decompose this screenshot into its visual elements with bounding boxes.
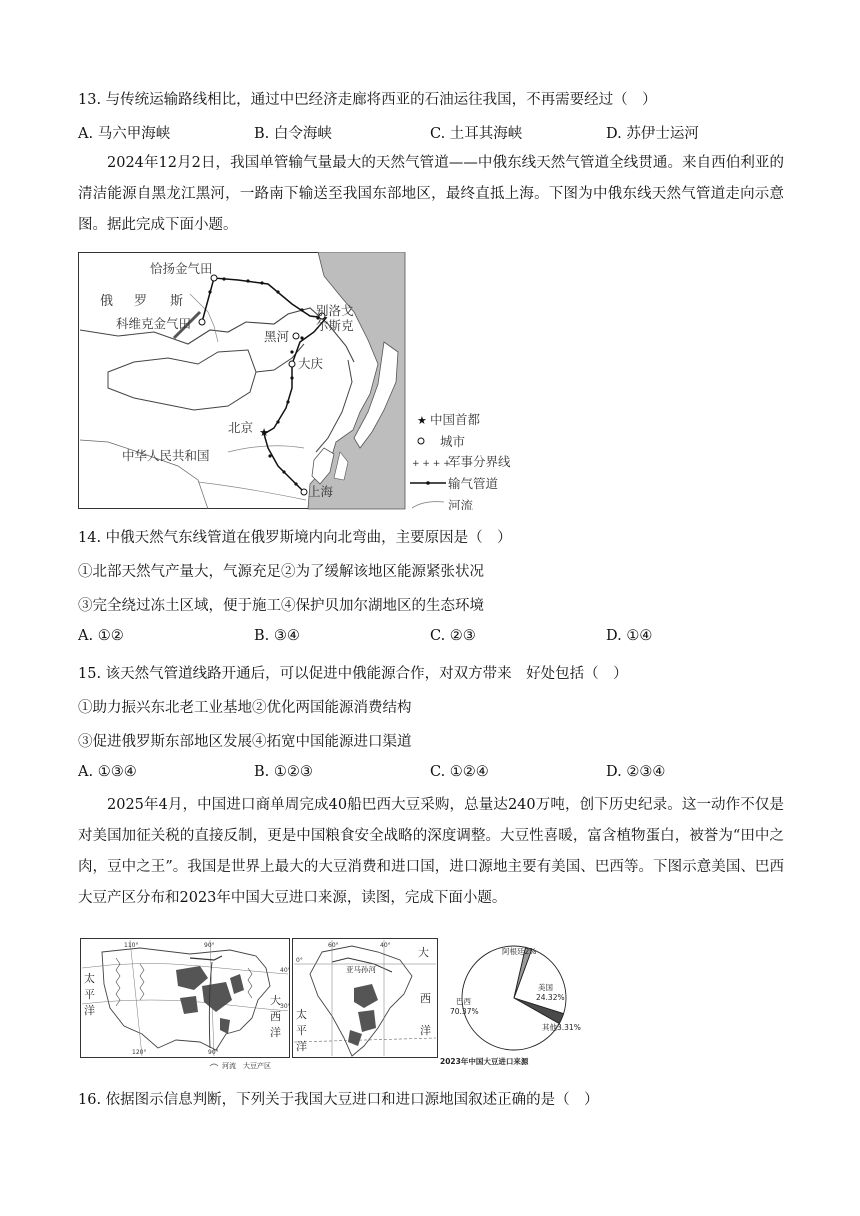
soybean-import-pie-chart xyxy=(438,938,590,1070)
svg-text:60°: 60° xyxy=(328,942,339,949)
q14-option-d[interactable]: D. ①④ xyxy=(606,628,653,644)
svg-text:★: ★ xyxy=(417,414,427,427)
q13-stem: 13. 与传统运输路线相比，通过中巴经济走廊将西亚的石油运往我国，不再需要经过（ ） xyxy=(78,92,657,108)
q13-option-a[interactable]: A. 马六甲海峡 xyxy=(78,126,171,142)
map-legend xyxy=(410,412,510,510)
label-china: 中华人民共和国 xyxy=(122,448,210,463)
svg-text:40°: 40° xyxy=(280,967,290,974)
q15-line-1: ①助力振兴东北老工业基地②优化两国能源消费结构 xyxy=(78,700,412,716)
pie-label-argentina: 阿根廷2% xyxy=(502,947,537,956)
br-atlantic-3: 洋 xyxy=(420,1024,431,1037)
passage-soybean: 2025年4月，中国进口商单周完成40船巴西大豆采购，总量达240万吨，创下历史纪录。这一动作不仅是对美国加征关税的直接反制，更是中国粮食安全战略的深度调整。大豆性喜暖，富含植物蛋白，被誉为“田中之肉，豆中之王”。我国是世界上最大的大豆消费和进口国，进口源地主要有美国、巴西等。下图示意美国、巴西大豆产区分布和2023年中国大豆进口来源，读图，完成下面小题。 xyxy=(78,797,784,906)
q15-line-2: ③促进俄罗斯东部地区发展④拓宽中国能源进口渠道 xyxy=(78,734,412,750)
q14-stem: 14. 中俄天然气东线管道在俄罗斯境内向北弯曲，主要原因是（ ） xyxy=(78,530,512,546)
q15-option-b[interactable]: B. ①②③ xyxy=(254,764,313,780)
us-pacific-3: 洋 xyxy=(84,1004,95,1017)
q15-option-c[interactable]: C. ①②④ xyxy=(430,764,489,780)
q14-option-b[interactable]: B. ③④ xyxy=(254,628,300,644)
pie-label-usa: 美国 24.32% xyxy=(536,983,565,1002)
br-atlantic-1: 大 xyxy=(418,946,429,959)
us-pacific-1: 太 xyxy=(84,972,95,985)
br-pacific-2: 平 xyxy=(296,1024,307,1037)
svg-text:30°: 30° xyxy=(280,1003,290,1010)
legend-border: 军事分界线 xyxy=(448,454,510,469)
label-shanghai: 上海 xyxy=(308,484,334,499)
passage-pipeline: 2024年12月2日，我国单管输气量最大的天然气管道——中俄东线天然气管道全线贯通。来自西伯利亚的清洁能源自黑龙江黑河，一路南下输送至我国东部地区，最终直抵上海。下图为中俄东线天然气管道走向示意图。据此完成下面小题。 xyxy=(78,155,784,233)
label-chayanda: 恰扬金气田 xyxy=(150,261,213,276)
q14-option-a[interactable]: A. ①② xyxy=(78,628,124,644)
pie-label-brazil: 巴西 70.37% xyxy=(450,997,479,1016)
pie-label-other: 其他3.31% xyxy=(542,1023,581,1032)
label-belogorsk-2: 尔斯克 xyxy=(316,318,354,333)
us-soybean-map xyxy=(80,938,290,1070)
q14-line-2: ③完全绕过冻土区域，便于施工④保护贝加尔湖地区的生态环境 xyxy=(78,598,484,614)
q14-line-1: ①北部天然气产量大，气源充足②为了缓解该地区能源紧张状况 xyxy=(78,564,484,580)
label-daqing: 大庆 xyxy=(298,356,324,371)
svg-text:110°: 110° xyxy=(124,942,139,949)
label-russia-1: 俄 xyxy=(100,294,114,309)
legend-river: 河流 xyxy=(448,498,474,510)
q13-option-c[interactable]: C. 土耳其海峡 xyxy=(430,126,523,142)
label-beijing: 北京 xyxy=(228,420,254,435)
q16-stem: 16. 依据图示信息判断，下列关于我国大豆进口和进口源地国叙述正确的是（ ） xyxy=(78,1092,599,1108)
us-atlantic-1: 大 xyxy=(270,994,281,1007)
us-pacific-2: 平 xyxy=(84,988,95,1001)
brazil-soybean-map xyxy=(292,938,438,1070)
legend-pipeline: 输气管道 xyxy=(448,476,499,491)
label-russia-2: 罗 xyxy=(134,294,148,309)
label-russia-3: 斯 xyxy=(170,294,184,309)
q15-options xyxy=(78,764,784,784)
br-pacific-3: 洋 xyxy=(296,1040,307,1053)
pipeline-map xyxy=(78,252,510,510)
q14-options xyxy=(78,628,784,648)
pie-title: 2023年中国大豆进口来源 xyxy=(440,1057,529,1066)
svg-text:90°: 90° xyxy=(208,1049,219,1056)
svg-text:0°: 0° xyxy=(296,957,303,964)
label-heihe: 黑河 xyxy=(264,329,290,344)
svg-text:★: ★ xyxy=(259,426,269,439)
svg-text:40°: 40° xyxy=(380,942,391,949)
svg-text:120°: 120° xyxy=(132,1049,147,1056)
legend-capital: 中国首都 xyxy=(430,412,481,427)
q15-option-d[interactable]: D. ②③④ xyxy=(606,764,666,780)
label-amazon: 亚马孙河 xyxy=(346,965,376,974)
svg-text:+ + + +: + + + + xyxy=(412,459,451,469)
svg-text:90°: 90° xyxy=(204,942,215,949)
q13-options xyxy=(78,122,784,142)
q13-option-d[interactable]: D. 苏伊士运河 xyxy=(606,126,699,142)
label-belogorsk-1: 别洛戈 xyxy=(316,303,354,318)
q14-option-c[interactable]: C. ②③ xyxy=(430,628,476,644)
q13-option-b[interactable]: B. 白令海峡 xyxy=(254,126,332,142)
br-pacific-1: 太 xyxy=(296,1008,307,1021)
br-atlantic-2: 西 xyxy=(420,992,431,1005)
label-kovykta: 科维克金气田 xyxy=(116,316,192,331)
q15-option-a[interactable]: A. ①③④ xyxy=(78,764,137,780)
us-atlantic-3: 洋 xyxy=(270,1026,281,1039)
legend-city: 城市 xyxy=(440,434,466,449)
us-map-legend: 河流 大豆产区 xyxy=(222,1062,271,1070)
us-atlantic-2: 西 xyxy=(270,1010,281,1023)
q15-stem: 15. 该天然气管道线路开通后，可以促进中俄能源合作，对双方带来 好处包括（ ） xyxy=(78,666,628,682)
